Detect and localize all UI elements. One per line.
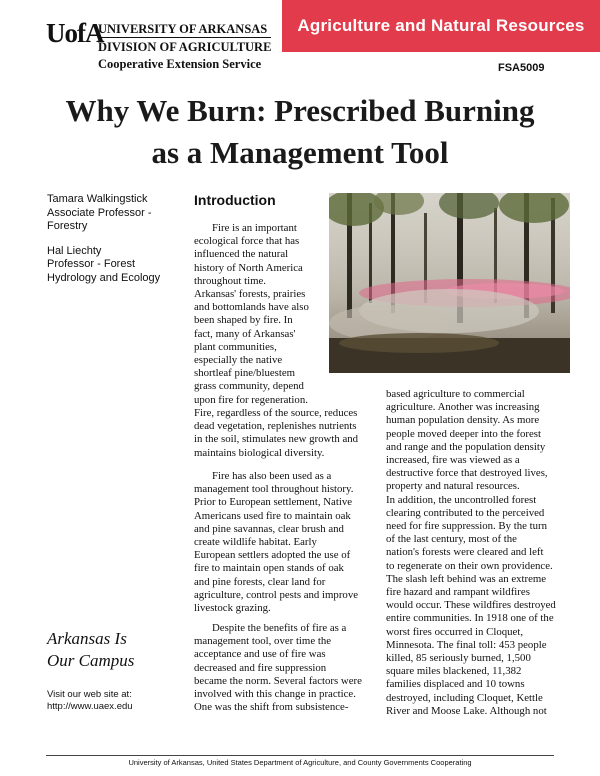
text-line: of the last century, most of the [386,533,517,546]
title-line2: as a Management Tool [151,135,449,170]
text-line: Despite the benefits of fire as a [212,622,347,634]
website-label: Visit our web site at: [47,689,132,700]
author-role: Forestry [47,220,88,232]
text-line: European settlers adopted the use of [194,549,351,562]
text-line: families displaced and 10 towns [386,678,525,691]
text-line: Fire, regardless of the source, reduces [194,407,358,419]
title-line1: Why We Burn: Prescribed Burning [65,93,535,128]
forest-fire-illustration [329,193,570,373]
text-line: upon fire for regeneration. [194,393,308,406]
text-line: square miles blackened, 11,382 [386,665,522,678]
author-1 [47,193,187,234]
text-line: worst fires occurred in Cloquet, [386,625,524,638]
text-line: destructive force that destroyed lives, [386,467,548,480]
website-info [47,689,133,713]
text-line: fact, many of Arkansas' [194,327,296,340]
text-line: create wildlife habitat. Early [194,536,317,549]
text-line: clearing contributed to the perceived [386,506,545,519]
text-line: agriculture, control pests and improve [194,588,359,601]
text-line: history of North America [194,261,303,274]
extension-service: Cooperative Extension Service [98,57,262,71]
text-line: and range and the population density [386,440,546,453]
page-title [20,90,580,174]
campus-line1: Arkansas Is [47,629,127,648]
text-line: involved with this change in practice. [194,688,356,701]
text-line: fire hazard and rampant wildfires [386,586,530,599]
text-line: Minnesota. The final toll: 453 people [386,638,547,651]
text-line: and bottomlands have also [194,301,309,314]
text-line: One was the shift from subsistence- [194,701,349,714]
text-line: acceptance and use of fire was [194,648,326,661]
intro-paragraph-2 [194,470,374,615]
text-line: throughout time. [194,274,266,287]
university-logo: UofA [46,18,104,48]
campus-slogan [47,628,134,672]
university-line1: UNIVERSITY OF ARKANSAS [98,22,271,38]
text-line: dead vegetation, replenishes nutrients [194,420,357,433]
text-line: in the soil, stimulates new growth and [194,433,359,446]
text-line: The slash left behind was an extreme [386,572,547,585]
prescribed-burn-photo [329,193,570,373]
text-line: influenced the natural [194,248,289,261]
text-line: based agriculture to commercial [386,388,525,400]
category-banner: Agriculture and Natural Resources [282,0,600,52]
text-line: Fire is an important [212,222,297,234]
text-line: plant communities, [194,340,277,353]
text-line: shortleaf pine/bluestem [194,367,296,380]
intro-paragraph-3 [194,622,374,714]
text-line: grass community, depend [194,380,304,393]
author-2 [47,245,187,286]
text-line: people moved deeper into the forest [386,427,541,440]
text-line: livestock grazing. [194,602,271,615]
text-line: and pine forests, clear land for [194,575,326,588]
text-line: agriculture. Another was increasing [386,401,540,414]
text-line: increased, fire was viewed as a [386,454,520,467]
text-line: Americans used fire to maintain oak [194,509,351,522]
author-role: Professor - Forest [47,258,136,270]
text-line: ecological force that has [194,235,300,248]
author-name: Hal Liechty [47,244,102,257]
footer-text: University of Arkansas, United States Department of Agriculture, and County Governments Cooperating [128,758,472,767]
text-line: especially the native [194,354,283,367]
text-line: maintains biological diversity. [194,446,325,459]
text-line: management tool, over time the [194,635,332,648]
text-line: and pine savannas, clear brush and [194,522,344,535]
website-link[interactable]: http://www.uaex.edu [47,701,133,712]
text-line: been shaped by fire. In [194,314,293,327]
campus-line2: Our Campus [47,651,135,670]
section-heading: Introduction [194,192,276,208]
author-role: Associate Professor - [47,206,152,219]
text-line: destroyed, including Cloquet, Kettle [386,691,543,704]
text-line: In addition, the uncontrolled forest [386,493,537,506]
author-name: Tamara Walkingstick [47,193,148,205]
text-line: became the norm. Several factors were [194,674,362,687]
university-line2: DIVISION OF AGRICULTURE [98,40,272,54]
university-name [98,22,271,54]
text-line: Prior to European settlement, Native [194,496,353,509]
text-line: decreased and fire suppression [194,661,327,674]
text-line: property and natural resources. [386,480,520,493]
text-line: fire to maintain open stands of oak [194,562,344,575]
author-list [47,193,187,296]
text-line: entire communities. In 1918 one of the [386,612,554,625]
text-line: to regenerate on their own providence. [386,559,553,572]
author-role: Hydrology and Ecology [47,271,161,284]
intro-column-2 [386,388,566,718]
text-line: would occur. These wildfires destroyed [386,599,556,612]
intro-paragraph-1-wide [194,407,374,460]
intro-paragraph-1-narrow [194,222,324,407]
footer-divider [46,755,554,756]
text-line: nation's forests were cleared and left [386,546,544,559]
text-line: killed, 85 seriously burned, 1,500 [386,652,531,665]
text-line: River and Moose Lake. Although not [386,704,547,717]
text-line: need for fire suppression. By the turn [386,520,548,533]
text-line: Arkansas' forests, prairies [194,288,306,301]
text-line: human population density. As more [386,414,540,427]
publication-number: FSA5009 [498,62,545,74]
text-line: Fire has also been used as a [212,470,332,482]
text-line: management tool throughout history. [194,483,354,496]
